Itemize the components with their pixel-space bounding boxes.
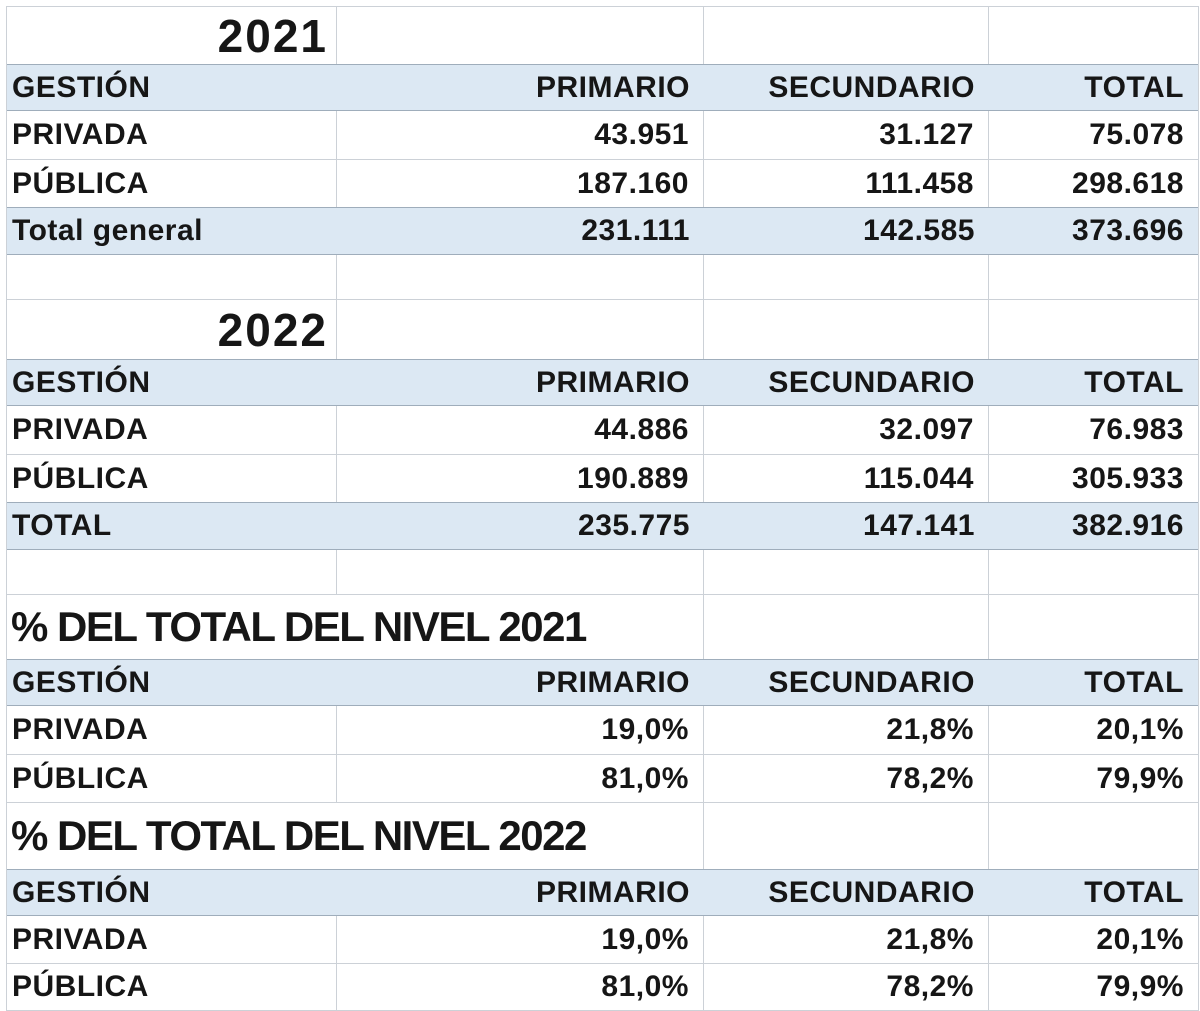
col-header-total: TOTAL xyxy=(1084,365,1184,399)
col-header-gestion: GESTIÓN xyxy=(12,875,151,909)
spreadsheet-area xyxy=(6,6,1199,1011)
section-2021-title-row xyxy=(7,7,1198,64)
empty-cell xyxy=(337,255,704,299)
value-cell: 111.458 xyxy=(704,160,989,207)
value-cell: 75.078 xyxy=(1089,118,1184,151)
row-label: PÚBLICA xyxy=(7,964,337,1010)
table-row-total xyxy=(7,502,1198,550)
col-header-total: TOTAL xyxy=(1084,665,1184,699)
section-2022-title-row xyxy=(7,300,1198,359)
section-pct-2022-title-row xyxy=(7,802,1198,869)
col-header-gestion: GESTIÓN xyxy=(12,70,151,104)
table-row-privada xyxy=(7,406,1198,455)
row-label: PRIVADA xyxy=(7,706,337,754)
value-cell: 31.127 xyxy=(704,111,989,159)
value-cell: 187.160 xyxy=(337,160,704,207)
col-header-gestion: GESTIÓN xyxy=(12,665,151,699)
empty-cell xyxy=(989,803,1198,869)
total-value-cell: 373.696 xyxy=(1072,214,1184,247)
percent-cell: 21,8% xyxy=(704,706,989,754)
col-header-total: TOTAL xyxy=(1084,70,1184,104)
empty-cell xyxy=(7,255,337,299)
row-label: PÚBLICA xyxy=(7,755,337,802)
percent-cell: 21,8% xyxy=(704,916,989,963)
empty-cell xyxy=(704,255,989,299)
empty-cell xyxy=(989,7,1198,64)
table-row-publica xyxy=(7,755,1198,802)
value-cell: 43.951 xyxy=(337,111,704,159)
col-header-secundario: SECUNDARIO xyxy=(768,365,975,399)
percent-cell: 78,2% xyxy=(704,755,989,802)
section-2021-header-row xyxy=(7,64,1198,111)
value-cell: 305.933 xyxy=(1072,461,1184,495)
total-value-cell: 235.775 xyxy=(578,509,690,542)
section-pct-2021-title-row xyxy=(7,595,1198,659)
empty-cell xyxy=(7,550,337,594)
col-header-secundario: SECUNDARIO xyxy=(768,70,975,104)
value-cell: 298.618 xyxy=(1072,166,1184,200)
percent-cell: 19,0% xyxy=(337,706,704,754)
percent-cell: 20,1% xyxy=(1096,713,1184,746)
empty-cell xyxy=(337,7,704,64)
col-header-primario: PRIMARIO xyxy=(536,365,690,399)
empty-cell xyxy=(704,300,989,359)
spacer-row xyxy=(7,255,1198,300)
value-cell: 32.097 xyxy=(704,406,989,454)
percent-cell: 19,0% xyxy=(337,916,704,963)
table-title-2021: 2021 xyxy=(7,7,337,64)
section-pct-2021-header-row xyxy=(7,659,1198,706)
empty-cell xyxy=(704,550,989,594)
percent-cell: 79,9% xyxy=(1096,761,1184,795)
col-header-total: TOTAL xyxy=(1084,875,1184,909)
value-cell: 190.889 xyxy=(337,455,704,502)
percent-cell: 81,0% xyxy=(337,755,704,802)
empty-cell xyxy=(989,300,1198,359)
empty-cell xyxy=(704,803,989,869)
value-cell: 76.983 xyxy=(1089,413,1184,446)
row-label: PRIVADA xyxy=(7,406,337,454)
empty-cell xyxy=(989,255,1198,299)
section-2022-header-row xyxy=(7,359,1198,406)
section-pct-2022-header-row xyxy=(7,869,1198,916)
percent-cell: 20,1% xyxy=(1096,922,1184,956)
percent-cell: 79,9% xyxy=(1096,970,1184,1003)
table-row-publica xyxy=(7,455,1198,502)
table-row-privada xyxy=(7,916,1198,964)
table-row-privada xyxy=(7,706,1198,755)
table-title-pct-2022: % DEL TOTAL DEL NIVEL 2022 xyxy=(7,803,704,869)
value-cell: 44.886 xyxy=(337,406,704,454)
total-value-cell: 382.916 xyxy=(1072,509,1184,542)
row-label: PÚBLICA xyxy=(7,160,337,207)
total-row-label: Total general xyxy=(12,214,203,247)
empty-cell xyxy=(704,595,989,659)
col-header-gestion: GESTIÓN xyxy=(12,365,151,399)
row-label: PRIVADA xyxy=(7,111,337,159)
value-cell: 115.044 xyxy=(704,455,989,502)
table-title-pct-2021: % DEL TOTAL DEL NIVEL 2021 xyxy=(7,595,704,659)
table-row-total-general xyxy=(7,207,1198,255)
col-header-primario: PRIMARIO xyxy=(536,665,690,699)
table-row-publica xyxy=(7,160,1198,207)
percent-cell: 78,2% xyxy=(704,964,989,1010)
col-header-primario: PRIMARIO xyxy=(536,70,690,104)
col-header-secundario: SECUNDARIO xyxy=(768,665,975,699)
empty-cell xyxy=(337,550,704,594)
empty-cell xyxy=(989,595,1198,659)
table-title-2022: 2022 xyxy=(7,300,337,359)
percent-cell: 81,0% xyxy=(337,964,704,1010)
total-value-cell: 142.585 xyxy=(863,214,975,247)
col-header-secundario: SECUNDARIO xyxy=(768,875,975,909)
table-row-publica xyxy=(7,964,1198,1011)
row-label: PRIVADA xyxy=(7,916,337,963)
total-value-cell: 231.111 xyxy=(581,214,690,247)
empty-cell xyxy=(704,7,989,64)
empty-cell xyxy=(337,300,704,359)
empty-cell xyxy=(989,550,1198,594)
col-header-primario: PRIMARIO xyxy=(536,875,690,909)
spacer-row xyxy=(7,550,1198,595)
total-row-label: TOTAL xyxy=(12,509,112,542)
row-label: PÚBLICA xyxy=(7,455,337,502)
total-value-cell: 147.141 xyxy=(863,509,975,542)
table-row-privada xyxy=(7,111,1198,160)
